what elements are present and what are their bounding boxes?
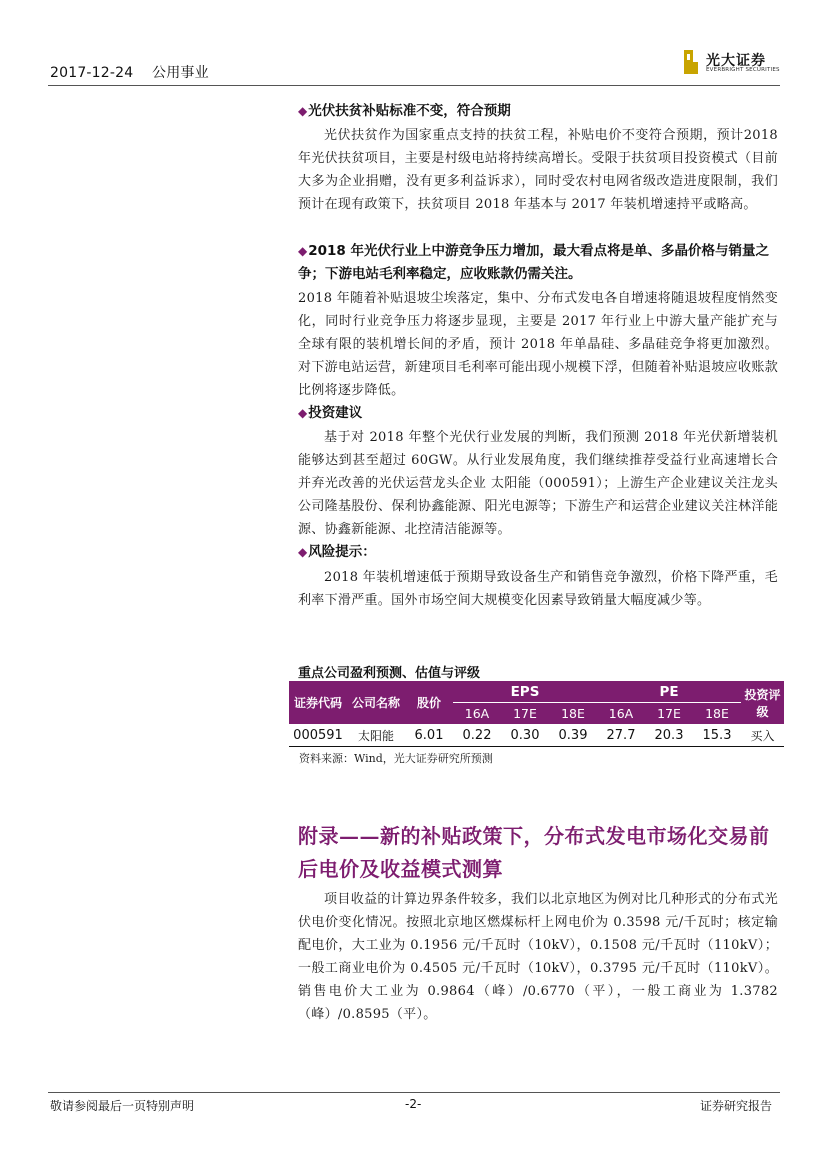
table-title: 重点公司盈利预测、估值与评级	[298, 666, 481, 681]
cell-eps: 0.22	[453, 724, 501, 747]
section-heading-poverty: ◆光伏扶贫补贴标准不变，符合预期	[298, 103, 511, 119]
header-rating: 投资评级	[741, 681, 784, 724]
table-source: 资料来源：Wind，光大证券研究所预测	[299, 752, 493, 765]
header-eps: EPS	[453, 681, 597, 703]
header-price: 股价	[405, 681, 453, 724]
header-year: 18E	[693, 703, 741, 725]
logo-text-en: EVERBRIGHT SECURITIES	[706, 67, 780, 73]
logo-mark-icon	[684, 50, 698, 74]
header-year: 16A	[453, 703, 501, 725]
footer-divider	[48, 1092, 780, 1093]
cell-eps: 0.39	[549, 724, 597, 747]
diamond-bullet-icon: ◆	[298, 406, 308, 420]
header-pe: PE	[597, 681, 741, 703]
diamond-bullet-icon: ◆	[298, 104, 308, 118]
page-number: -2-	[405, 1097, 422, 1111]
cell-pe: 27.7	[597, 724, 645, 747]
section-heading-risk: ◆风险提示：	[298, 544, 376, 560]
appendix-body: 项目收益的计算边界条件较多，我们以北京地区为例对比几种形式的分布式光伏电价变化情况。按照北京地区燃煤标杆上网电价为 0.3598 元/千瓦时；核定输配电价，大工业为 0.1956 元/千瓦时（10kV），0.1508 元/千瓦时（110kV）；一般工商业电价为 0.4505 元/千瓦时（10kV），0.3795 元/千瓦时（110kV）。销售电价大工业为 0.9864（峰）/0.6770（平），一般工商业为 1.3782（峰）/0.8595（平）。	[298, 892, 778, 1022]
cell-pe: 20.3	[645, 724, 693, 747]
header-year: 16A	[597, 703, 645, 725]
section-heading-competition: ◆2018 年光伏行业上中游竞争压力增加，最大看点将是单、多晶价格与销量之争；下游电站毛利率稳定，应收账款仍需关注。	[298, 243, 770, 282]
section-body-competition: 2018 年随着补贴退坡尘埃落定，集中、分布式发电各自增速将随退坡程度悄然变化，同时行业竞争压力将逐步显现，主要是 2017 年行业上中游大量产能扩充与全球有限的装机增长间的矛盾，预计 2018 年单晶硅、多晶硅竞争将更加激烈。对下游电站运营，新建项目毛利率可能出现小规模下浮，但随着补贴退坡应收账款比例将逐步降低。	[298, 291, 778, 398]
header-info	[50, 62, 209, 82]
report-sector: 公用事业	[152, 65, 209, 81]
cell-name: 太阳能	[347, 724, 405, 747]
diamond-bullet-icon: ◆	[298, 545, 308, 559]
earnings-forecast-table	[289, 681, 784, 747]
cell-code: 000591	[289, 724, 347, 747]
appendix-title: 附录——新的补贴政策下，分布式发电市场化交易前后电价及收益模式测算	[298, 824, 770, 881]
section-body-poverty: 光伏扶贫作为国家重点支持的扶贫工程，补贴电价不变符合预期，预计2018 年光伏扶贫项目，主要是村级电站将持续高增长。受限于扶贫项目投资模式（目前大多为企业捐赠，没有更多利益诉求），同时受农村电网省级改造进度限制，我们预计在现有政策下，扶贫项目 2018 年基本与 2017 年装机增速持平或略高。	[298, 128, 778, 212]
cell-rating: 买入	[741, 724, 784, 747]
logo-text-cn: 光大证券	[706, 53, 766, 69]
header-divider	[48, 85, 780, 86]
header-name: 公司名称	[347, 681, 405, 724]
report-date: 2017-12-24	[50, 65, 134, 81]
cell-price: 6.01	[405, 724, 453, 747]
everbright-logo	[684, 48, 784, 78]
diamond-bullet-icon: ◆	[298, 244, 308, 258]
section-body-risk: 2018 年装机增速低于预期导致设备生产和销售竞争激烈，价格下降严重，毛利率下滑严重。国外市场空间大规模变化因素导致销量大幅度减少等。	[298, 570, 778, 608]
header-year: 17E	[645, 703, 693, 725]
section-heading-investment: ◆投资建议	[298, 405, 363, 421]
section-body-investment: 基于对 2018 年整个光伏行业发展的判断，我们预测 2018 年光伏新增装机能够达到甚至超过 60GW。从行业发展角度，我们继续推荐受益行业高速增长合并弃光改善的光伏运营龙头企业 太阳能（000591）；上游生产企业建议关注龙头公司隆基股份、保利协鑫能源、阳光电源等；下游生产和运营企业建议关注林洋能源、协鑫新能源、北控清洁能源等。	[298, 430, 778, 537]
cell-pe: 15.3	[693, 724, 741, 747]
footer-report-type: 证券研究报告	[700, 1099, 773, 1113]
header-year: 18E	[549, 703, 597, 725]
header-code: 证券代码	[289, 681, 347, 724]
footer-disclaimer: 敬请参阅最后一页特别声明	[50, 1099, 195, 1113]
cell-eps: 0.30	[501, 724, 549, 747]
table-row	[289, 724, 784, 747]
header-year: 17E	[501, 703, 549, 725]
